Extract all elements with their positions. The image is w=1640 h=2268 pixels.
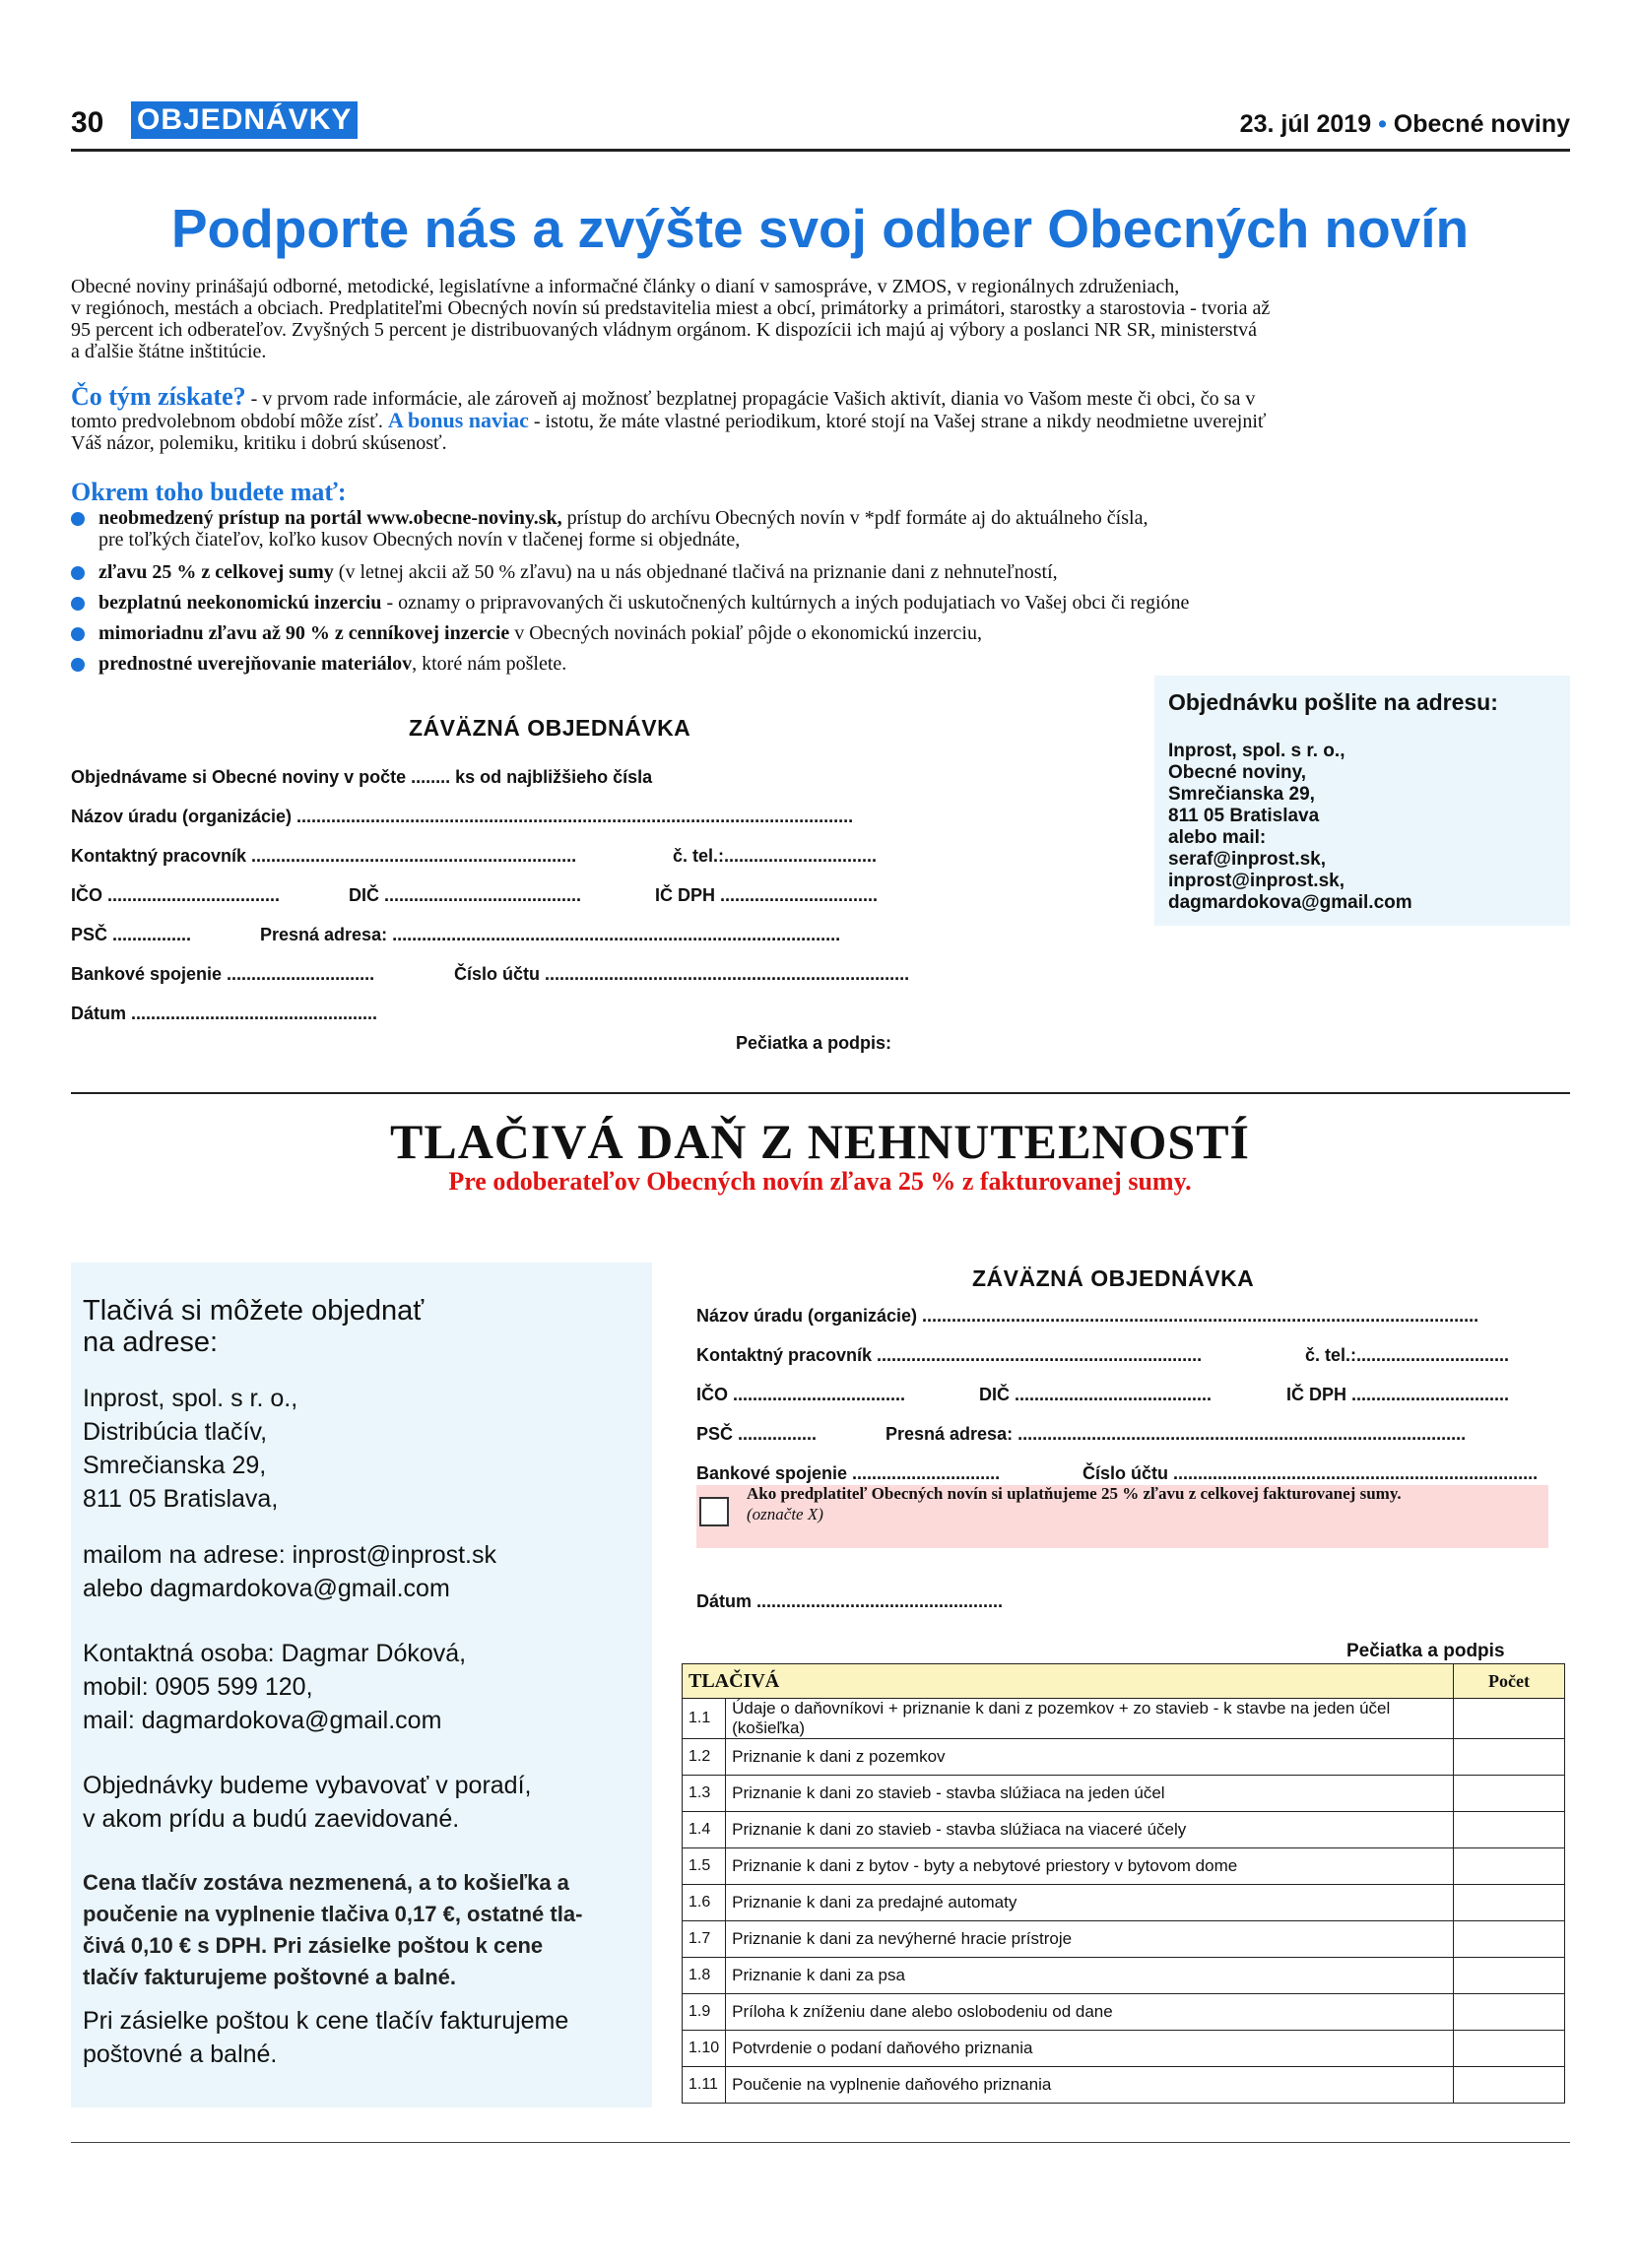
headline: Podporte nás a zvýšte svoj odber Obecných novín [170,198,1470,259]
contact-box-mail: mailom na adrese: inprost@inprost.sk alebo dagmardokova@gmail.com [83,1541,496,1602]
table-row [683,1958,1565,1994]
address-heading: Objednávku pošlite na adresu: [1168,689,1498,715]
table-row [683,2067,1565,2104]
count-input-cell[interactable] [1454,1699,1565,1739]
bullet-icon [71,512,85,526]
table-row [683,2031,1565,2067]
form-number: 1.4 [683,1812,726,1848]
benefit-item [71,653,1570,675]
table-row [683,1699,1565,1739]
form-number: 1.6 [683,1885,726,1921]
intro-line: a ďalšie štátne inštitúcie. [71,341,267,362]
order-form-title: ZÁVÄZNÁ OBJEDNÁVKA [409,715,691,741]
form-description: Priznanie k dani za psa [726,1958,1454,1994]
order-form-2-title: ZÁVÄZNÁ OBJEDNÁVKA [972,1265,1255,1291]
form-description: Poučenie na vyplnenie daňového priznania [726,2067,1454,2104]
gain-line: - istotu, že máte vlastné periodikum, ktoré stojí na Vašej strane a nikdy neodmietne uverejniť [528,411,1267,432]
contact-box-address: Inprost, spol. s r. o., Distribúcia tlačív, Smrečianska 29, 811 05 Bratislava, [83,1385,298,1513]
bottom-divider [71,2142,1570,2143]
intro-line: v regiónoch, mestách a obciach. Predplatiteľmi Obecných novín sú predstavitelia miest a obcí, primátorky a primátori, starostky a starostovia - tvoria až [71,297,1271,319]
account-number-field[interactable]: Číslo účtu .......................................................................... [454,964,910,984]
benefit-text: pre toľkých čiateľov, koľko kusov Obecných novín v tlačenej forme si objednáte, [98,529,741,551]
bullet-icon [71,627,85,641]
form-number: 1.8 [683,1958,726,1994]
table-header-count: Počet [1454,1664,1565,1699]
table-row [683,1921,1565,1958]
table-row [683,1885,1565,1921]
table-row [683,1812,1565,1848]
contact-box-heading: Tlačivá si môžete objednať na adrese: [83,1295,425,1358]
count-input-cell[interactable] [1454,1776,1565,1812]
intro-line: Obecné noviny prinášajú odborné, metodické, legislatívne a informačné články o dianí v samospráve, v ZMOS, v regionálnych združeniach, [71,276,1180,297]
header-divider [71,149,1570,152]
form-description: Priznanie k dani za nevýherné hracie prístroje [726,1921,1454,1958]
account-number-field-2[interactable]: Číslo účtu .......................................................................... [1082,1463,1539,1483]
ico-field[interactable]: IČO ................................... [71,885,281,905]
count-input-cell[interactable] [1454,1848,1565,1885]
bank-field[interactable]: Bankové spojenie .............................. [71,964,375,984]
form-description: Priznanie k dani zo stavieb - stavba slúžiaca na viaceré účely [726,1812,1454,1848]
postal-code-field-2[interactable]: PSČ ................ [696,1424,818,1444]
form-number: 1.7 [683,1921,726,1958]
form-number: 1.1 [683,1699,726,1739]
table-row [683,1994,1565,2031]
discount-checkbox[interactable] [699,1497,729,1526]
address-field-2[interactable]: Presná adresa: ........................................................................................... [886,1424,1467,1444]
page-number: 30 [71,106,104,139]
form-number: 1.9 [683,1994,726,2031]
discount-hint: (označte X) [747,1505,823,1523]
publication-name: Obecné noviny [1393,110,1570,138]
contact-box-price: Cena tlačív zostáva nezmenená, a to košieľka a poučenie na vyplnenie tlačiva 0,17 €, ostatné tla- čivá 0,10 € s DPH. Pri zásielke poštou k cene tlačív fakturujeme poštovné a balné. [83,1870,583,1989]
gain-question: Čo tým získate? [71,382,246,411]
date-field[interactable]: Dátum .................................................. [71,1004,378,1023]
bank-field-2[interactable]: Bankové spojenie .............................. [696,1463,1001,1483]
benefit-item [71,592,1570,614]
form-number: 1.5 [683,1848,726,1885]
contact-person-field-2[interactable]: Kontaktný pracovník .................................................................. [696,1345,1203,1365]
benefit-bold: bezplatnú neekonomickú inzerciu [98,592,382,614]
bullet-icon [71,658,85,672]
header-right [1240,110,1570,139]
gain-line: - v prvom rade informácie, ale zároveň aj možnosť bezplatnej propagácie Vašich aktivít, diania vo Vašom meste či obci, čo sa v [245,388,1256,410]
address-lines: Inprost, spol. s r. o., Obecné noviny, Smrečianska 29, 811 05 Bratislava alebo mail: seraf@inprost.sk, inprost@inprost.sk, dagmardokova@gmail.com [1168,741,1412,913]
form-number: 1.11 [683,2067,726,2104]
benefit-text: prístup do archívu Obecných novín v *pdf formáte aj do aktuálneho čísla, [561,507,1148,529]
benefit-item [71,507,1570,551]
form-number: 1.2 [683,1739,726,1776]
office-name-field-2[interactable]: Názov úradu (organizácie) ................................................................................................................. [696,1306,1479,1326]
bonus-label: A bonus naviac [387,408,529,432]
address-field[interactable]: Presná adresa: ........................................................................................... [260,925,841,944]
count-input-cell[interactable] [1454,1812,1565,1848]
table-header-form: TLAČIVÁ [683,1664,1454,1699]
form-description: Príloha k zníženiu dane alebo oslobodeniu od dane [726,1994,1454,2031]
dic-field-2[interactable]: DIČ ........................................ [979,1385,1213,1404]
bullet-icon [71,566,85,580]
bullet-icon [71,597,85,611]
postal-code-field[interactable]: PSČ ................ [71,925,192,944]
form-number: 1.10 [683,2031,726,2067]
form-description: Potvrdenie o podaní daňového priznania [726,2031,1454,2067]
count-input-cell[interactable] [1454,1739,1565,1776]
gain-paragraph [71,382,1570,454]
form-description: Priznanie k dani za predajné automaty [726,1885,1454,1921]
count-input-cell[interactable] [1454,1885,1565,1921]
benefit-item [71,561,1570,583]
gain-line: Váš názor, polemiku, kritiku i dobrú skúsenosť. [71,432,447,454]
phone-field[interactable]: č. tel.:............................... [673,846,878,866]
ic-dph-field-2[interactable]: IČ DPH ................................ [1286,1385,1510,1404]
count-input-cell[interactable] [1454,2067,1565,2104]
table-row [683,1776,1565,1812]
dic-field[interactable]: DIČ ........................................ [349,885,582,905]
count-input-cell[interactable] [1454,1921,1565,1958]
benefits-heading: Okrem toho budete mať: [71,478,347,506]
benefit-item [71,622,1570,644]
office-name-field[interactable]: Názov úradu (organizácie) ................................................................................................................. [71,807,854,826]
benefit-text: , ktoré nám pošlete. [412,653,567,675]
form-description: Priznanie k dani zo stavieb - stavba slúžiaca na jeden účel [726,1776,1454,1812]
form-description: Priznanie k dani z bytov - byty a nebytové priestory v bytovom dome [726,1848,1454,1885]
issue-date: 23. júl 2019 [1239,110,1372,138]
benefit-text: - oznamy o pripravovaných či uskutočnených kultúrnych a iných podujatiach vo Vašej obci či regióne [381,592,1190,614]
intro-line: 95 percent ich odberateľov. Zvyšných 5 percent je distribuovaných vládnym orgánom. K dispozícii ich majú aj výbory a poslanci NR SR, ministerstvá [71,319,1257,341]
benefit-bold: neobmedzený prístup na portál www.obecne-noviny.sk, [98,507,562,529]
discount-text [747,1483,1402,1524]
table-row [683,1739,1565,1776]
benefit-bold: mimoriadnu zľavu až 90 % z cenníkovej inzercie [98,622,510,644]
date-field-2[interactable]: Dátum .................................................. [696,1591,1004,1611]
contact-person-field[interactable]: Kontaktný pracovník .................................................................. [71,846,577,866]
benefit-bold: prednostné uverejňovanie materiálov [98,653,413,675]
ic-dph-field[interactable]: IČ DPH ................................ [655,885,879,905]
benefit-bold: zľavu 25 % z celkovej sumy [98,561,334,583]
table-header-row [683,1664,1565,1699]
form-description: Údaje o daňovníkovi + priznanie k dani z pozemkov + zo stavieb - k stavbe na jeden účel (košieľka) [726,1699,1454,1739]
forms-table [682,1663,1565,2104]
section-label: OBJEDNÁVKY [131,101,358,139]
ico-field-2[interactable]: IČO ................................... [696,1385,906,1404]
tax-forms-title: TLAČIVÁ DAŇ Z NEHNUTEĽNOSTÍ [390,1114,1250,1169]
phone-field-2[interactable]: č. tel.:............................... [1305,1345,1510,1365]
form-number: 1.3 [683,1776,726,1812]
section-divider [71,1092,1570,1094]
count-input-cell[interactable] [1454,1958,1565,1994]
benefit-text: (v letnej akcii až 50 % zľavu) na u nás objednané tlačivá na priznanie dani z nehnuteľností, [333,561,1058,583]
gain-line: tomto predvolebnom období môže zísť. [71,411,388,432]
benefit-text: v Obecných novinách pokiaľ pôjde o ekonomickú inzerciu, [509,622,982,644]
discount-line: Ako predplatiteľ Obecných novín si uplatňujeme 25 % zľavu z celkovej fakturovanej sumy. [747,1484,1402,1503]
header-separator: • [1378,110,1387,138]
order-count-field[interactable]: Objednávame si Obecné noviny v počte ........ ks od najbližšieho čísla [71,767,653,787]
form-description: Priznanie k dani z pozemkov [726,1739,1454,1776]
intro-paragraph [71,276,1570,362]
signature-label-2: Pečiatka a podpis [1346,1641,1505,1661]
table-row [683,1848,1565,1885]
tax-forms-subtitle: Pre odoberateľov Obecných novín zľava 25 % z fakturovanej sumy. [448,1167,1192,1196]
count-input-cell[interactable] [1454,1994,1565,2031]
count-input-cell[interactable] [1454,2031,1565,2067]
contact-box-order-note: Objednávky budeme vybavovať v poradí, v akom prídu a budú zaevidované. [83,1772,532,1833]
contact-box-person: Kontaktná osoba: Dagmar Dóková, mobil: 0905 599 120, mail: dagmardokova@gmail.com [83,1640,467,1734]
signature-label: Pečiatka a podpis: [736,1033,892,1053]
contact-box-postage: Pri zásielke poštou k cene tlačív fakturujeme poštovné a balné. [83,2007,569,2068]
